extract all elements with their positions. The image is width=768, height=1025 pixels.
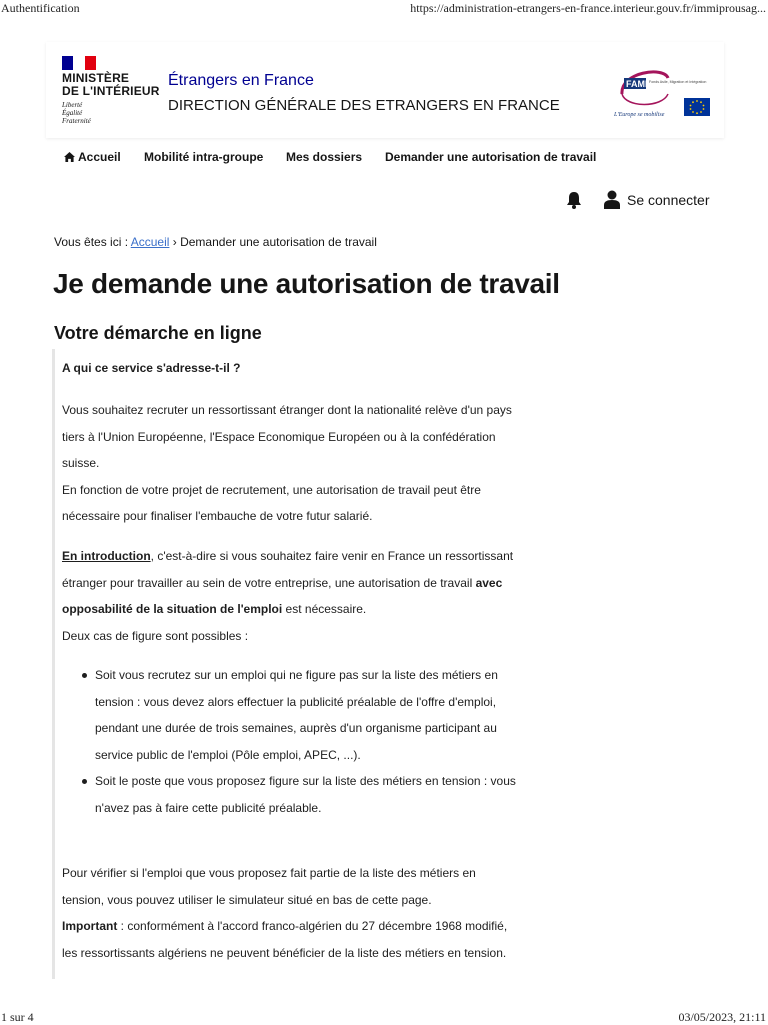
breadcrumb-current: Demander une autorisation de travail — [180, 235, 377, 249]
fami-tagline: L'Europe se mobilise — [614, 112, 665, 118]
print-datetime: 03/05/2023, 21:11 — [678, 1010, 766, 1024]
nav-item-home[interactable] — [64, 150, 121, 164]
nav-item-work-permit[interactable]: Demander une autorisation de travail — [385, 150, 597, 164]
fami-eu-logo — [612, 64, 712, 124]
cases-intro: Deux cas de figure sont possibles : — [62, 628, 249, 643]
print-title: Authentification — [1, 1, 80, 15]
introduction-label: En introduction — [62, 549, 151, 563]
introduction-line-3: est nécessaire. — [282, 602, 367, 616]
paragraph-project-line-2: nécessaire pour finaliser l'embauche de votre futur salarié. — [62, 509, 373, 523]
fami-sub: Fonds Asile, Migration et Intégration — [649, 80, 707, 84]
important-line-2: les ressortissants algériens ne peuvent bénéficier de la liste des métiers en tension. — [62, 945, 507, 960]
case-1-line-4: service public de l'emploi (Pôle emploi, APEC, ...). — [95, 747, 361, 762]
question-heading: A qui ce service s'adresse-t-il ? — [62, 361, 241, 375]
case-1-line-1: Soit vous recrutez sur un emploi qui ne figure pas sur la liste des métiers en — [95, 668, 498, 682]
introduction-bold-b: opposabilité de la situation de l'emploi — [62, 602, 283, 616]
site-header — [46, 42, 724, 138]
page-title: Je demande une autorisation de travail — [53, 268, 560, 299]
paragraph-target-line-2: tiers à l'Union Européenne, l'Espace Economique Européen ou à la confédération — [62, 429, 496, 444]
user-icon[interactable] — [604, 190, 620, 209]
print-footer — [0, 1010, 768, 1024]
service-title[interactable]: Étrangers en France — [168, 72, 314, 89]
important-label: Important — [62, 919, 118, 933]
verify-line-1: Pour vérifier si l'emploi que vous proposez fait partie de la liste des métiers en — [62, 866, 476, 880]
breadcrumb-separator: › — [172, 235, 177, 249]
introduction-line-1: , c'est-à-dire si vous souhaitez faire venir en France un ressortissant — [150, 549, 514, 563]
print-page-number: 1 sur 4 — [1, 1010, 34, 1024]
breadcrumb-home-link[interactable]: Accueil — [130, 235, 170, 249]
service-subtitle: DIRECTION GÉNÉRALE DES ETRANGERS EN FRANCE — [168, 97, 560, 114]
print-header — [0, 1, 768, 15]
list-item-case-1 — [62, 662, 546, 768]
ministry-logo[interactable] — [62, 56, 172, 125]
nav-item-home-label: Accueil — [78, 150, 121, 164]
important-line-1: : conformément à l'accord franco-algérien du 27 décembre 1968 modifié, — [117, 919, 508, 933]
paragraph-project-line-1: En fonction de votre projet de recrutement, une autorisation de travail peut être — [62, 482, 481, 497]
verify-line-2: tension, vous pouvez utiliser le simulateur situé en bas de cette page. — [62, 892, 432, 907]
nav-item-my-files[interactable]: Mes dossiers — [286, 150, 363, 164]
paragraph-introduction — [62, 543, 546, 649]
paragraph-verify — [62, 860, 546, 966]
print-url: https://administration-etrangers-en-france.interieur.gouv.fr/immiprousag... — [410, 1, 766, 15]
login-link[interactable]: Se connecter — [627, 192, 710, 208]
introduction-bold-a: avec — [475, 575, 503, 590]
cases-list — [62, 662, 546, 821]
fami-name: FAMI — [626, 79, 648, 89]
paragraph-target-line-3: suisse. — [62, 456, 100, 470]
case-2-line-2: n'avez pas à faire cette publicité préalable. — [95, 800, 322, 815]
ministry-name: MINISTÈRE DE L'INTÉRIEUR — [62, 71, 160, 98]
list-item-case-2 — [62, 768, 546, 821]
paragraph-target — [62, 397, 546, 530]
breadcrumb-prefix: Vous êtes ici : — [54, 235, 129, 249]
home-icon — [64, 152, 75, 162]
paragraph-target-line-1: Vous souhaitez recruter un ressortissant étranger dont la nationalité relève d'un pays — [62, 403, 512, 417]
case-1-line-3: pendant une durée de trois semaines, auprès d'un organisme participant au — [95, 721, 497, 735]
service-description — [52, 349, 552, 979]
republic-motto: Liberté Égalité Fraternité — [62, 101, 91, 125]
introduction-line-2: étranger pour travailler au sein de votre entreprise, une autorisation de travail — [62, 575, 476, 590]
case-1-line-2: tension : vous devez alors effectuer la publicité préalable de l'offre d'emploi, — [95, 694, 497, 709]
republic-flag-icon — [62, 56, 96, 70]
bell-icon[interactable] — [566, 191, 582, 209]
main-nav — [54, 150, 714, 172]
nav-item-intra-group[interactable]: Mobilité intra-groupe — [144, 150, 264, 164]
breadcrumb — [54, 235, 377, 249]
case-2-line-1: Soit le poste que vous proposez figure sur la liste des métiers en tension : vous — [95, 774, 516, 788]
section-title: Votre démarche en ligne — [54, 323, 262, 343]
